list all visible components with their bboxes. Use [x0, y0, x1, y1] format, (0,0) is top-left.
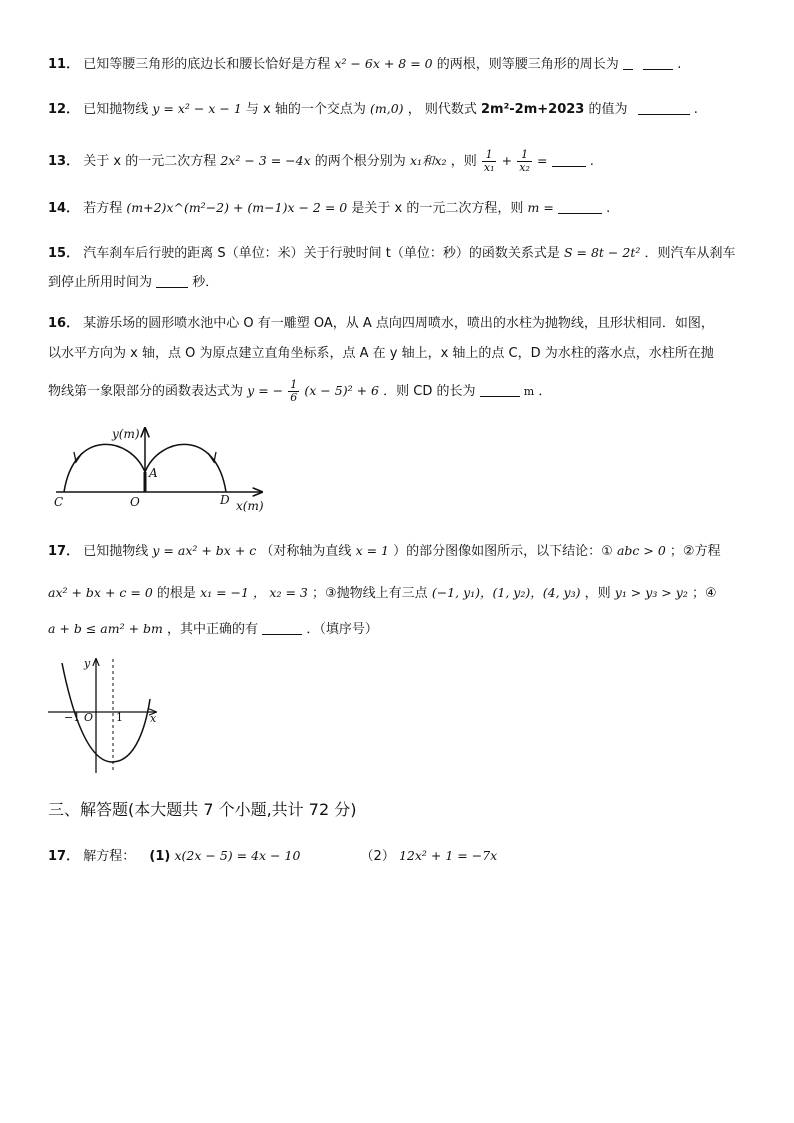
problem-17: [48, 846, 748, 867]
question-17-line-2: [48, 583, 748, 604]
fraction: $\frac{1}{6}$: [290, 378, 298, 404]
question-number: 17．: [48, 544, 80, 559]
point-c-label: C: [54, 495, 64, 509]
parabola-figure: [46, 655, 166, 777]
equals-sign: =: [537, 153, 548, 168]
question-text: （对称轴为直线: [260, 544, 352, 559]
equation: (x − 5)² + 6: [304, 383, 379, 398]
question-text: 的两个根分别为: [314, 154, 406, 169]
y-axis-label: y(m): [112, 427, 140, 441]
question-text: ；③抛物线上有三点: [312, 586, 428, 601]
question-text: ， 则代数式: [407, 102, 477, 117]
question-number: 14．: [48, 201, 80, 216]
equation: y = −: [247, 383, 284, 398]
variable: m =: [527, 200, 554, 215]
question-12: [48, 99, 748, 120]
question-16-line-2: [48, 344, 748, 364]
question-text: 解方程：: [83, 849, 136, 864]
question-text: ．（填序号）: [306, 622, 378, 637]
question-16-line-3: [48, 374, 748, 408]
section-title: 三、解答题(本大题共 7 个小题,共计 72 分): [48, 800, 357, 819]
points: (−1, y₁)，(1, y₂)，(4, y₃): [431, 585, 581, 600]
equation: (m+2)x^(m²−2) + (m−1)x − 2 = 0: [126, 200, 348, 215]
x-axis-label: x(m): [236, 499, 264, 513]
question-text: 已知等腰三角形的底边长和腰长恰好是方程: [83, 57, 331, 72]
answer-blank[interactable]: [480, 382, 520, 397]
question-text: 物线第一象限部分的函数表达式为: [48, 384, 244, 399]
question-text: ；②方程: [669, 544, 721, 559]
answer-blank[interactable]: [552, 152, 586, 167]
part-2-equation: 12x² + 1 = −7x: [398, 848, 498, 863]
question-13: [48, 146, 748, 176]
question-text: ）的部分图像如图所示，以下结论：①: [393, 544, 613, 559]
point: (m,0): [370, 101, 404, 116]
question-number: 16．: [48, 316, 80, 331]
question-11: [48, 54, 748, 75]
question-text: 与 x 轴的一个交点为: [245, 102, 366, 117]
question-text: 若方程: [83, 201, 123, 216]
equation: S = 8t − 2t²: [564, 245, 641, 260]
answer-blank[interactable]: [638, 100, 690, 115]
equation: 2x² − 3 = −4x: [220, 153, 311, 168]
origin-label: O: [130, 495, 140, 509]
question-17-line-3: [48, 619, 748, 640]
neg-one-label: −1: [64, 711, 81, 724]
equation: x² − 6x + 8 = 0: [334, 56, 433, 71]
question-number: 17．: [48, 849, 80, 864]
question-text: 以水平方向为 x 轴，点 O 为原点建立直角坐标系，点 A 在 y 轴上，x 轴上的点 C，D 为水柱的落水点，水柱所在抛: [48, 346, 714, 361]
period: ．: [538, 384, 552, 399]
question-text: 的两根，则等腰三角形的周长为: [436, 57, 619, 72]
x-axis-label: x: [150, 712, 157, 725]
answer-blank[interactable]: [262, 620, 302, 635]
part-2-label: （2）: [360, 849, 395, 864]
equation: y = x² − x − 1: [152, 101, 242, 116]
question-text: ；④: [691, 586, 717, 601]
origin-label: O: [84, 711, 94, 724]
plus-sign: +: [501, 153, 513, 168]
equation: ax² + bx + c = 0: [48, 585, 153, 600]
question-text: ，则: [450, 154, 477, 169]
question-number: 15．: [48, 246, 80, 261]
question-text: 已知抛物线: [83, 102, 149, 117]
roots: x₁ = −1 ， x₂ = 3: [200, 585, 308, 600]
question-text: ，则: [584, 586, 611, 601]
question-text: ．则 CD 的长为: [383, 384, 476, 399]
question-17-line-1: [48, 541, 748, 562]
point-d-label: D: [220, 493, 230, 507]
question-text: ，其中正确的有: [167, 622, 259, 637]
question-text: 是关于 x 的一元二次方程，则: [351, 201, 524, 216]
fraction: $\frac{1}{\text{x₂}}$: [519, 148, 530, 174]
y-axis-label: y: [84, 657, 91, 670]
part-1-equation: x(2x − 5) = 4x − 10: [174, 848, 301, 863]
question-number: 13．: [48, 154, 80, 169]
left-water-arc: [64, 444, 145, 492]
question-text: 关于 x 的一元二次方程: [83, 154, 217, 169]
part-1-label: (1): [149, 849, 171, 864]
question-15-line-2: [48, 273, 748, 293]
question-15-line-1: [48, 243, 748, 264]
inequality: a + b ≤ am² + bm: [48, 621, 163, 636]
fraction: $\frac{1}{\text{x₁}}$: [483, 148, 495, 174]
period: .: [677, 57, 682, 72]
question-text: 的根是: [156, 586, 196, 601]
answer-blank[interactable]: [623, 55, 633, 70]
roots: x₁和x₂: [409, 153, 447, 168]
axis-equation: x = 1: [355, 543, 390, 558]
answer-blank[interactable]: [558, 199, 602, 214]
question-number: 11．: [48, 57, 80, 72]
equation: y = ax² + bx + c: [152, 543, 257, 558]
period: .: [693, 102, 698, 117]
question-14: [48, 198, 748, 219]
expression: 2m²-2m+2023: [481, 102, 585, 117]
inequality: y₁ > y₃ > y₂: [614, 585, 688, 600]
question-text: ．则汽车从刹车: [644, 246, 736, 261]
question-text: 秒．: [192, 275, 219, 290]
unit: m: [523, 385, 535, 398]
fountain-figure: [48, 420, 278, 518]
question-number: 12．: [48, 102, 80, 117]
one-label: 1: [116, 711, 123, 724]
question-text: 某游乐场的圆形喷水池中心 O 有一雕塑 OA，从 A 点向四周喷水，喷出的水柱为抛物线，且形状相同．如图，: [83, 316, 714, 331]
question-text: 汽车刹车后行驶的距离 S（单位：米）关于行驶时间 t（单位：秒）的函数关系式是: [83, 246, 560, 261]
period: .: [606, 201, 611, 216]
question-text: 已知抛物线: [83, 544, 149, 559]
answer-blank[interactable]: [643, 55, 673, 70]
period: .: [589, 154, 594, 169]
question-text: 的值为: [588, 102, 628, 117]
conclusion-1: abc > 0: [616, 543, 666, 558]
question-16-line-1: [48, 314, 748, 334]
answer-blank[interactable]: [156, 273, 188, 288]
point-a-label: A: [149, 466, 158, 480]
question-text: 到停止所用时间为: [48, 275, 153, 290]
